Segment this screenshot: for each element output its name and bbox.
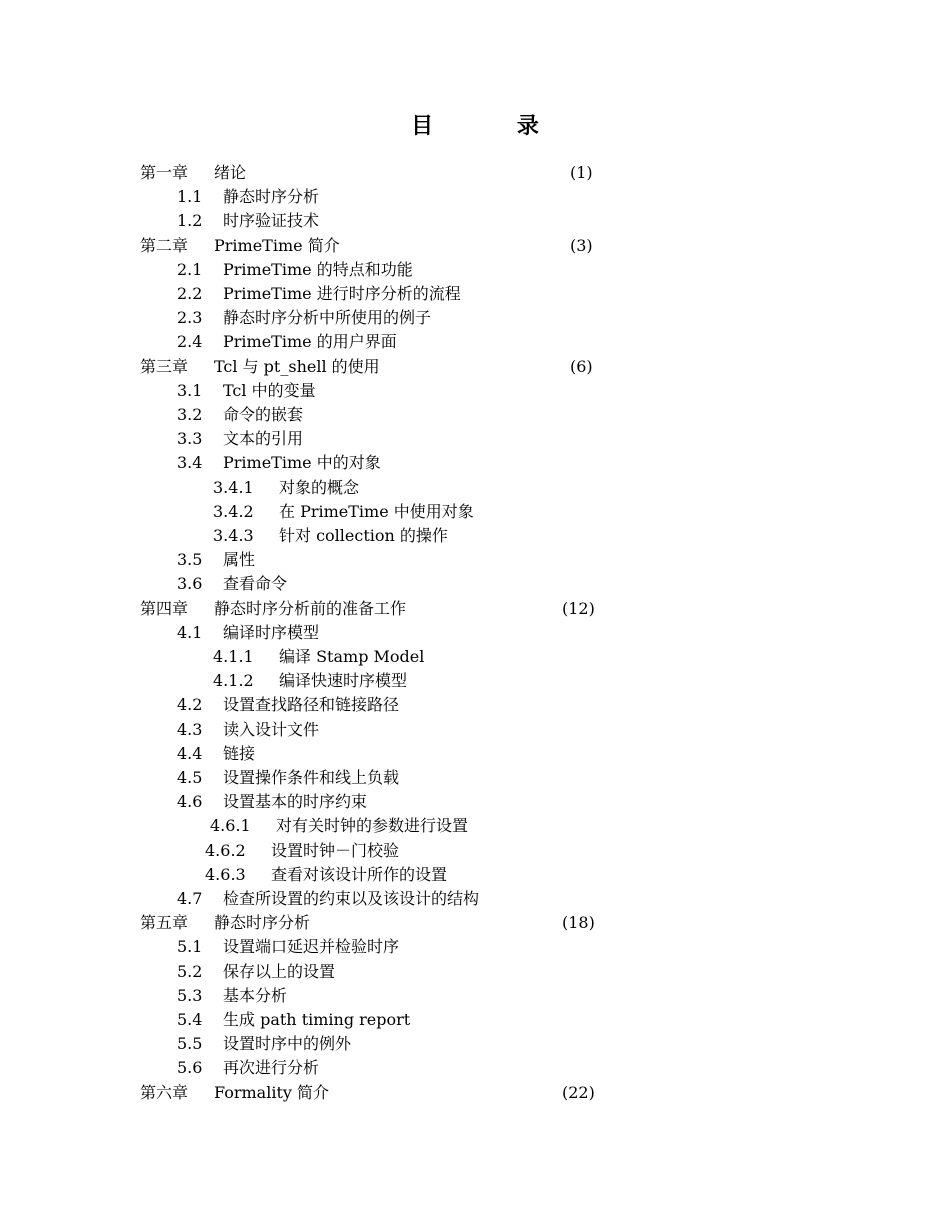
toc-page-number: (6) <box>570 357 593 376</box>
toc-section-entry[interactable] <box>177 1009 410 1031</box>
toc-entry-title: 对象的概念 <box>279 478 360 497</box>
toc-page-number: (3) <box>570 236 593 255</box>
toc-entry-number: 4.3 <box>177 720 203 739</box>
toc-entry-title: 编译快速时序模型 <box>279 671 408 690</box>
toc-page-number: (18) <box>562 913 595 932</box>
toc-chapter-entry[interactable] <box>140 162 246 184</box>
toc-page-leader <box>568 235 817 257</box>
toc-entry-number: 5.3 <box>177 986 203 1005</box>
toc-entry-title: Formality 简介 <box>214 1083 330 1102</box>
toc-entry-title: 链接 <box>223 744 256 763</box>
toc-entry-number: 第二章 <box>140 236 189 255</box>
toc-chapter-entry[interactable] <box>140 598 406 620</box>
toc-page-number: (22) <box>562 1083 595 1102</box>
toc-section-entry[interactable] <box>177 1033 351 1055</box>
toc-entry-number: 3.4.3 <box>213 526 254 545</box>
toc-entry-number: 4.6.1 <box>210 816 251 835</box>
toc-entry-title: 静态时序分析 <box>223 187 320 206</box>
toc-entry-number: 3.4.2 <box>213 502 254 521</box>
toc-entry-title: 再次进行分析 <box>223 1058 320 1077</box>
toc-section-entry[interactable] <box>177 985 287 1007</box>
toc-entry-title: 基本分析 <box>223 986 288 1005</box>
toc-entry-title: 文本的引用 <box>223 429 304 448</box>
toc-entry-number: 5.5 <box>177 1034 203 1053</box>
toc-section-entry[interactable] <box>177 719 319 741</box>
toc-entry-title: PrimeTime 的特点和功能 <box>223 260 413 279</box>
toc-section-entry[interactable] <box>177 452 381 474</box>
toc-section-entry[interactable] <box>177 1057 319 1079</box>
toc-entry-number: 4.4 <box>177 744 203 763</box>
toc-entry-number: 5.4 <box>177 1010 203 1029</box>
toc-entry-number: 3.3 <box>177 429 203 448</box>
toc-section-entry[interactable] <box>177 307 431 329</box>
toc-entry-number: 2.2 <box>177 284 203 303</box>
toc-section-entry[interactable] <box>177 936 399 958</box>
toc-entry-title: 设置时钟－门校验 <box>271 841 400 860</box>
toc-chapter-entry[interactable] <box>140 356 380 378</box>
toc-section-entry[interactable] <box>177 259 413 281</box>
toc-page-leader <box>560 598 817 620</box>
toc-entry-number: 4.5 <box>177 768 203 787</box>
toc-section-entry[interactable] <box>177 404 303 426</box>
toc-entry-title: 绪论 <box>214 163 247 182</box>
toc-section-entry[interactable] <box>213 501 474 523</box>
toc-section-entry[interactable] <box>177 380 316 402</box>
toc-section-entry[interactable] <box>213 646 424 668</box>
toc-entry-number: 4.6.2 <box>205 841 246 860</box>
toc-entry-number: 3.4.1 <box>213 478 254 497</box>
toc-entry-title: 查看对该设计所作的设置 <box>271 865 448 884</box>
toc-entry-title: 生成 path timing report <box>223 1010 411 1029</box>
toc-entry-number: 第五章 <box>140 913 189 932</box>
toc-entry-number: 2.4 <box>177 332 203 351</box>
toc-section-entry[interactable] <box>177 791 367 813</box>
toc-section-entry[interactable] <box>205 840 399 862</box>
toc-entry-number: 4.7 <box>177 889 203 908</box>
toc-entry-title: 针对 collection 的操作 <box>279 526 448 545</box>
toc-title: 目 录 <box>411 114 577 139</box>
toc-entry-title: 读入设计文件 <box>223 720 320 739</box>
toc-entry-title: Tcl 与 pt_shell 的使用 <box>214 357 380 376</box>
toc-entry-number: 3.4 <box>177 453 203 472</box>
toc-section-entry[interactable] <box>213 670 407 692</box>
toc-entry-title: PrimeTime 的用户界面 <box>223 332 397 351</box>
toc-section-entry[interactable] <box>177 961 335 983</box>
toc-entry-title: 静态时序分析前的准备工作 <box>214 599 407 618</box>
toc-section-entry[interactable] <box>177 743 255 765</box>
toc-entry-title: 设置时序中的例外 <box>223 1034 352 1053</box>
toc-section-entry[interactable] <box>177 186 319 208</box>
toc-entry-number: 2.3 <box>177 308 203 327</box>
toc-page-leader <box>568 356 817 378</box>
toc-entry-number: 1.1 <box>177 187 203 206</box>
toc-entry-number: 4.6 <box>177 792 203 811</box>
toc-entry-number: 3.2 <box>177 405 203 424</box>
toc-section-entry[interactable] <box>177 331 397 353</box>
toc-page-leader <box>560 1082 817 1104</box>
toc-section-entry[interactable] <box>210 815 468 837</box>
toc-entry-title: 查看命令 <box>223 574 288 593</box>
toc-entry-title: 属性 <box>223 550 256 569</box>
toc-entry-title: 设置端口延迟并检验时序 <box>223 937 400 956</box>
toc-entry-title: 设置操作条件和线上负载 <box>223 768 400 787</box>
toc-entry-number: 4.6.3 <box>205 865 246 884</box>
toc-page-leader <box>560 912 817 934</box>
toc-section-entry[interactable] <box>177 888 479 910</box>
toc-section-entry[interactable] <box>205 864 447 886</box>
toc-entry-number: 第六章 <box>140 1083 189 1102</box>
toc-entry-number: 3.5 <box>177 550 203 569</box>
toc-entry-title: 静态时序分析 <box>214 913 311 932</box>
toc-entry-number: 5.6 <box>177 1058 203 1077</box>
toc-entry-title: 静态时序分析中所使用的例子 <box>223 308 432 327</box>
toc-section-entry[interactable] <box>213 525 448 547</box>
toc-section-entry[interactable] <box>177 210 319 232</box>
toc-entry-title: PrimeTime 中的对象 <box>223 453 381 472</box>
toc-section-entry[interactable] <box>177 622 319 644</box>
toc-page-number: (1) <box>570 163 593 182</box>
toc-page-number: (12) <box>562 599 595 618</box>
toc-chapter-entry[interactable] <box>140 1082 329 1104</box>
toc-entry-title: 编译 Stamp Model <box>279 647 425 666</box>
toc-entry-number: 4.1.2 <box>213 671 254 690</box>
toc-section-entry[interactable] <box>177 767 399 789</box>
toc-entry-number: 2.1 <box>177 260 203 279</box>
toc-entry-number: 4.1.1 <box>213 647 254 666</box>
toc-entry-title: Tcl 中的变量 <box>223 381 316 400</box>
toc-entry-title: PrimeTime 进行时序分析的流程 <box>223 284 461 303</box>
toc-entry-title: 对有关时钟的参数进行设置 <box>276 816 469 835</box>
toc-section-entry[interactable] <box>213 477 359 499</box>
toc-page-leader <box>568 162 817 184</box>
toc-entry-title: 设置基本的时序约束 <box>223 792 368 811</box>
toc-section-entry[interactable] <box>177 428 303 450</box>
toc-entry-number: 4.2 <box>177 695 203 714</box>
toc-entry-number: 1.2 <box>177 211 203 230</box>
toc-entry-number: 第四章 <box>140 599 189 618</box>
toc-entry-title: 命令的嵌套 <box>223 405 304 424</box>
toc-entry-number: 第一章 <box>140 163 189 182</box>
toc-entry-title: 检查所设置的约束以及该设计的结构 <box>223 889 480 908</box>
toc-section-entry[interactable] <box>177 549 255 571</box>
toc-entry-title: PrimeTime 简介 <box>214 236 340 255</box>
toc-entry-title: 设置查找路径和链接路径 <box>223 695 400 714</box>
toc-section-entry[interactable] <box>177 694 399 716</box>
toc-entry-title: 在 PrimeTime 中使用对象 <box>279 502 474 521</box>
toc-section-entry[interactable] <box>177 283 461 305</box>
toc-entry-number: 5.1 <box>177 937 203 956</box>
toc-section-entry[interactable] <box>177 573 287 595</box>
toc-entry-number: 4.1 <box>177 623 203 642</box>
toc-entry-number: 3.6 <box>177 574 203 593</box>
toc-entry-number: 5.2 <box>177 962 203 981</box>
toc-entry-title: 编译时序模型 <box>223 623 320 642</box>
toc-entry-title: 时序验证技术 <box>223 211 320 230</box>
toc-chapter-entry[interactable] <box>140 912 310 934</box>
toc-entry-number: 3.1 <box>177 381 203 400</box>
toc-entry-title: 保存以上的设置 <box>223 962 336 981</box>
toc-chapter-entry[interactable] <box>140 235 340 257</box>
toc-entry-number: 第三章 <box>140 357 189 376</box>
